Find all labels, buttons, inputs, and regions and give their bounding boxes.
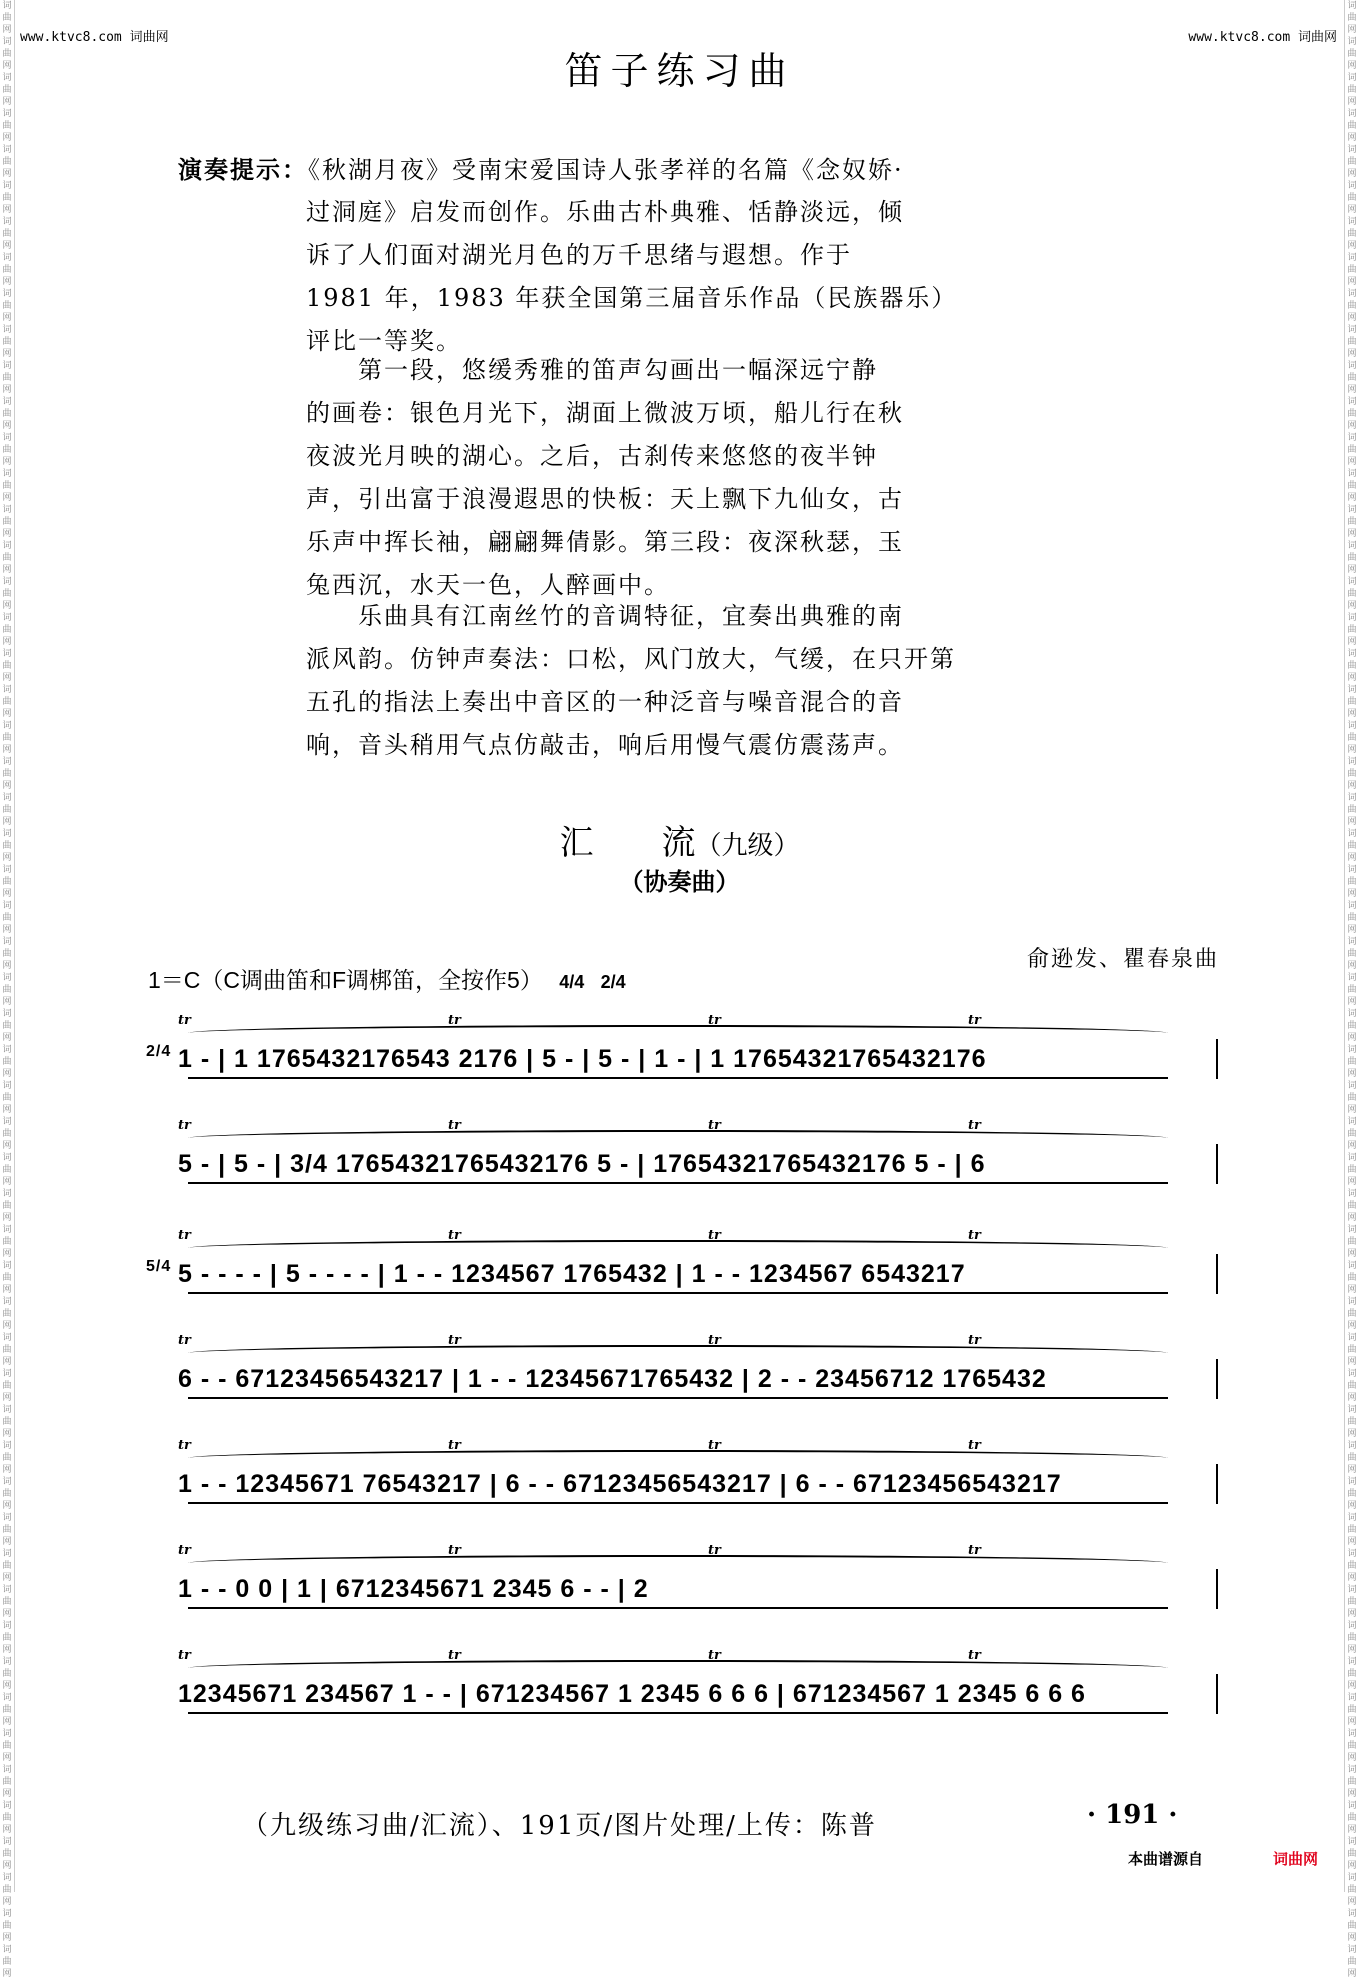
- para2-line: 第一段，悠缓秀雅的笛声勾画出一幅深远宁静: [358, 356, 878, 384]
- trill-mark: tr: [178, 1228, 191, 1243]
- bar-line: [1216, 1254, 1218, 1294]
- row-time-signature: 2/4: [146, 1043, 172, 1060]
- note-beam: [188, 1502, 1168, 1504]
- trill-mark: tr: [448, 1648, 461, 1663]
- para3-line: 响，音头稍用气点仿敲击，响后用慢气震仿震荡声。: [306, 731, 904, 759]
- note-beam: [188, 1182, 1168, 1184]
- intro-line: 过洞庭》启发而创作。乐曲古朴典雅、恬静淡远，倾: [306, 198, 904, 226]
- time-sig-1: 4/4: [559, 972, 585, 992]
- trill-mark: tr: [448, 1228, 461, 1243]
- intro-line: 诉了人们面对湖光月色的万千思绪与遐想。作于: [306, 241, 852, 269]
- composer-credit: 俞逊发、瞿春泉曲: [1026, 947, 1219, 972]
- trill-mark: tr: [708, 1228, 721, 1243]
- note-beam: [188, 1292, 1168, 1294]
- row-notes: 1 - | 1 1765432176543 2176 | 5 - | 5 - | 1 - | 1 17654321765432176: [178, 1045, 987, 1073]
- score-title-text: 汇 流: [559, 823, 696, 863]
- trill-mark: tr: [968, 1438, 981, 1453]
- trill-mark: tr: [178, 1648, 191, 1663]
- side-watermark-text: 词曲网 词曲网 词曲网 词曲网 词曲网 词曲网 词曲网 词曲网 词曲网 词曲网 词曲网 词曲网 词曲网 词曲网 词曲网 词曲网 词曲网 词曲网 词曲网 词曲网 词曲网 词曲网 词曲网 词曲网 词曲网 词曲网 词曲网 词曲网 词曲网 词曲网 词曲网 词曲网 词曲网 词曲网 词曲网 词曲网 词曲网 词曲网 词曲网 词曲网 词曲网 词曲网 词曲网 词曲网 词曲网 词曲网 词曲网 词曲网 词曲网 词曲网 词曲网 词曲网 词曲网 词曲网 词曲网: [1347, 1, 1357, 1979]
- bar-line: [1216, 1039, 1218, 1079]
- bar-line: [1216, 1464, 1218, 1504]
- para3-line: 五孔的指法上奏出中音区的一种泛音与噪音混合的音: [306, 688, 904, 716]
- slur-arc: [188, 1450, 1168, 1466]
- row-notes: 6 - - 67123456543217 | 1 - - 12345671765432 | 2 - - 23456712 1765432: [178, 1365, 1047, 1393]
- note-beam: [188, 1397, 1168, 1399]
- side-watermark-text: 词曲网 词曲网 词曲网 词曲网 词曲网 词曲网 词曲网 词曲网 词曲网 词曲网 词曲网 词曲网 词曲网 词曲网 词曲网 词曲网 词曲网 词曲网 词曲网 词曲网 词曲网 词曲网 词曲网 词曲网 词曲网 词曲网 词曲网 词曲网 词曲网 词曲网 词曲网 词曲网 词曲网 词曲网 词曲网 词曲网 词曲网 词曲网 词曲网 词曲网 词曲网 词曲网 词曲网 词曲网 词曲网 词曲网 词曲网 词曲网 词曲网 词曲网 词曲网 词曲网 词曲网 词曲网 词曲网: [2, 1, 12, 1979]
- trill-mark: tr: [968, 1648, 981, 1663]
- trill-mark: tr: [968, 1543, 981, 1558]
- para2-line: 乐声中挥长袖，翩翩舞倩影。第三段：夜深秋瑟，玉: [306, 528, 904, 556]
- trill-mark: tr: [448, 1118, 461, 1133]
- row-notes: 5 - | 5 - | 3/4 17654321765432176 5 - | 17654321765432176 5 - | 6: [178, 1150, 986, 1178]
- time-sig-2: 2/4: [600, 972, 626, 992]
- source-brand-link[interactable]: 词曲网: [1273, 1850, 1319, 1868]
- trill-mark: tr: [968, 1333, 981, 1348]
- note-beam: [188, 1077, 1168, 1079]
- trill-mark: tr: [448, 1438, 461, 1453]
- trill-mark: tr: [178, 1333, 191, 1348]
- para2-line: 声，引出富于浪漫遐思的快板：天上飘下九仙女，古: [306, 485, 904, 513]
- right-watermark-strip: [1344, 0, 1359, 1979]
- intro-line: 1981 年，1983 年获全国第三届音乐作品（民族器乐）: [306, 284, 958, 312]
- trill-mark: tr: [178, 1013, 191, 1028]
- score-row: [146, 1013, 1218, 1115]
- bar-line: [1216, 1569, 1218, 1609]
- trill-mark: tr: [448, 1543, 461, 1558]
- slur-arc: [188, 1345, 1168, 1361]
- slur-arc: [188, 1025, 1168, 1041]
- trill-mark: tr: [708, 1438, 721, 1453]
- slur-arc: [188, 1130, 1168, 1146]
- trill-mark: tr: [708, 1648, 721, 1663]
- bar-line: [1216, 1359, 1218, 1399]
- intro-lines: [306, 191, 1206, 363]
- row-notes: 5 - - - - | 5 - - - - | 1 - - 1234567 1765432 | 1 - - 1234567 6543217: [178, 1260, 966, 1288]
- trill-mark: tr: [448, 1013, 461, 1028]
- slur-arc: [188, 1240, 1168, 1256]
- para3-line: 乐曲具有江南丝竹的音调特征，宜奏出典雅的南: [358, 602, 904, 630]
- trill-mark: tr: [178, 1543, 191, 1558]
- bar-line: [1216, 1144, 1218, 1184]
- key-text: 1＝C（C调曲笛和F调梆笛，全按作5）: [148, 967, 543, 993]
- score-title: [0, 815, 1359, 864]
- score-subtitle: （协奏曲）: [619, 867, 740, 896]
- intro-para2: [306, 349, 1206, 607]
- intro-label: 演奏提示：: [178, 155, 308, 184]
- trill-mark: tr: [178, 1118, 191, 1133]
- para2-line: 的画卷：银色月光下，湖面上微波万顷，船儿行在秋: [306, 399, 904, 427]
- row-notes: 12345671 234567 1 - - | 671234567 1 2345 6 6 6 | 671234567 1 2345 6 6 6: [178, 1680, 1086, 1708]
- score-row: [148, 1648, 1218, 1750]
- intro-line: 评比一等奖。: [306, 327, 462, 355]
- trill-mark: tr: [448, 1333, 461, 1348]
- intro-para3: [306, 595, 1206, 767]
- intro-line: 《秋湖月夜》受南宋爱国诗人张孝祥的名篇《念奴娇·: [308, 156, 904, 184]
- footer-caption: （九级练习曲/汇流）、191页/图片处理/上传：陈普: [242, 1811, 877, 1841]
- trill-mark: tr: [178, 1438, 191, 1453]
- row-notes: 1 - - 0 0 | 1 | 6712345671 2345 6 - - | 2: [178, 1575, 649, 1603]
- source-label: 本曲谱源自: [1128, 1850, 1204, 1868]
- left-watermark-strip: [0, 0, 15, 1979]
- slur-arc: [188, 1660, 1168, 1676]
- trill-mark: tr: [968, 1118, 981, 1133]
- page-number: · 191 ·: [1087, 1800, 1178, 1830]
- row-time-signature: 5/4: [146, 1258, 172, 1275]
- note-beam: [188, 1712, 1168, 1714]
- score-row: [148, 1543, 1218, 1645]
- note-beam: [188, 1607, 1168, 1609]
- trill-mark: tr: [968, 1228, 981, 1243]
- score-row: [148, 1333, 1218, 1435]
- score-level: （九级）: [695, 831, 800, 861]
- page-title: 笛子练习曲: [564, 49, 795, 93]
- trill-mark: tr: [708, 1543, 721, 1558]
- score-row: [146, 1228, 1218, 1330]
- slur-arc: [188, 1555, 1168, 1571]
- para2-line: 兔西沉，水天一色，人醉画中。: [306, 571, 670, 599]
- trill-mark: tr: [708, 1118, 721, 1133]
- trill-mark: tr: [708, 1013, 721, 1028]
- row-notes: 1 - - 12345671 76543217 | 6 - - 67123456543217 | 6 - - 67123456543217: [178, 1470, 1062, 1498]
- header-site-left[interactable]: www.ktvc8.com 词曲网: [20, 30, 169, 45]
- intro-block: [178, 148, 1178, 192]
- para3-line: 派风韵。仿钟声奏法：口松，风门放大，气缓，在只开第: [306, 645, 956, 673]
- header-site-right[interactable]: www.ktvc8.com 词曲网: [1188, 30, 1337, 45]
- trill-mark: tr: [708, 1333, 721, 1348]
- bar-line: [1216, 1674, 1218, 1714]
- score-row: [148, 1118, 1218, 1220]
- para2-line: 夜波光月映的湖心。之后，古刹传来悠悠的夜半钟: [306, 442, 878, 470]
- score-row: [148, 1438, 1218, 1540]
- trill-mark: tr: [968, 1013, 981, 1028]
- key-signature: [148, 962, 626, 995]
